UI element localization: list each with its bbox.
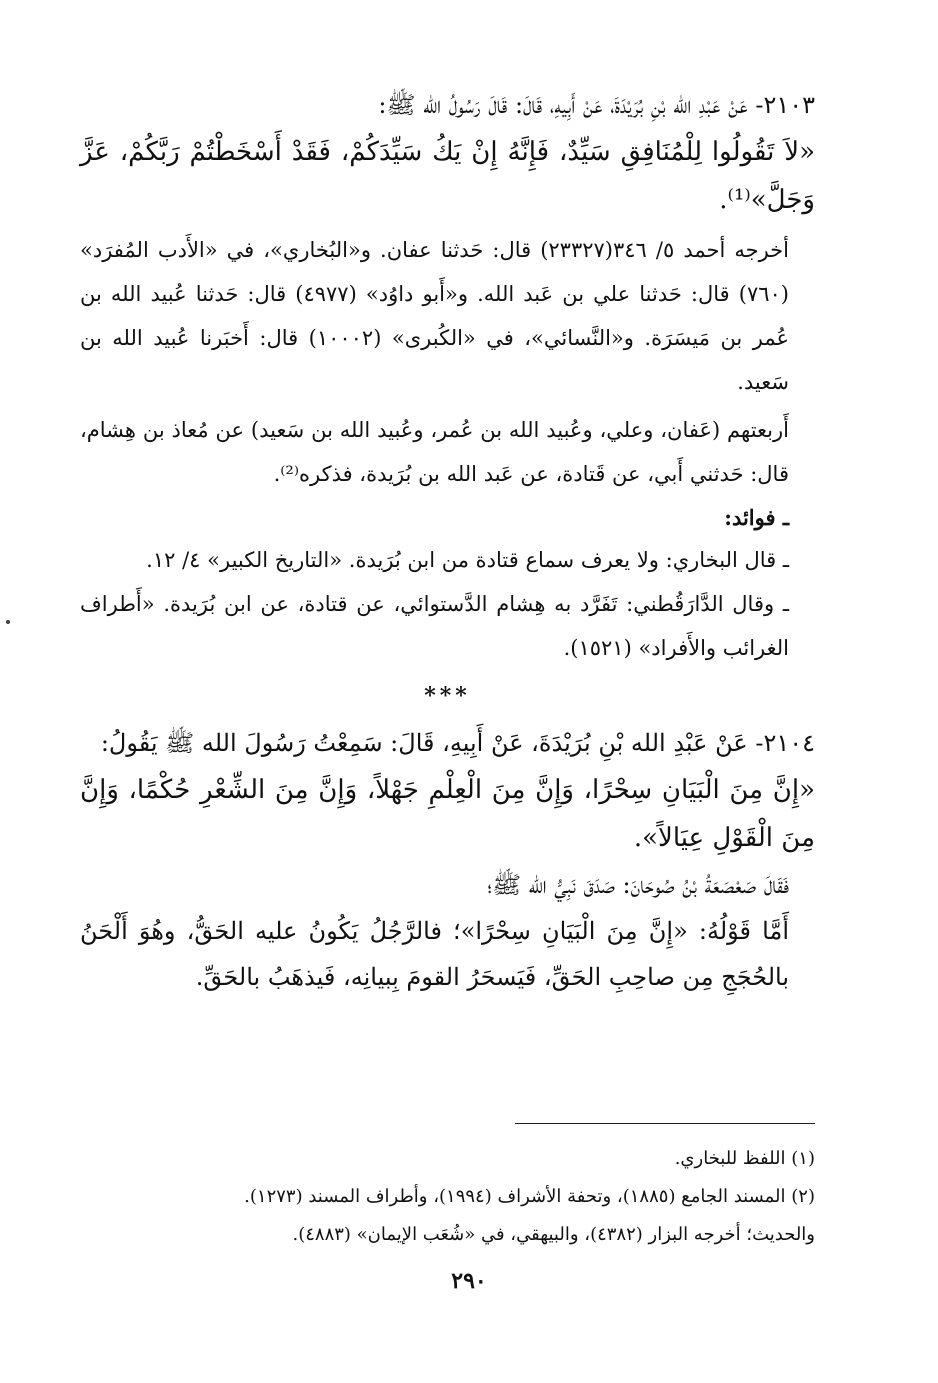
hadith-2103-takhrij-1: أخرجه أحمد ٥/ ٣٤٦(٢٣٣٢٧) قال: حَدثنا عفان. و«البُخاري»، في «الأَدب المُفرَد» (٧٦٠) قال: حَدثنا علي بن عَبد الله. و«أَبو داوُد» (٤٩٧٧) قال: حَدثنا عُبيد الله بن عُمر بن مَيسَرَة. و«النَّسائي»، في «الكُبرى» (١٠٠٠٢) قال: أَخبَرنا عُبيد الله بن سَعيد. (80, 238, 790, 394)
footnotes (80, 1140, 815, 1254)
fawaid-item-1: ـ قال البخاري: ولا يعرف سماع قتادة من ابن بُرَيدة. «التاريخ الكبير» ٤/ ١٢. (146, 548, 789, 572)
section-separator: *** (424, 683, 471, 709)
page-body (80, 82, 815, 1000)
footnote-2-continuation: والحديث؛ أخرجه البزار (٤٣٨٢)، والبيهقي، في «شُعَب الإيمان» (٤٨٨٣). (292, 1224, 815, 1245)
footnote-1: (١) اللفظ للبخاري. (674, 1148, 815, 1169)
page-number: ٢٩٠ (451, 1268, 487, 1294)
hadith-2103-heading: ٢١٠٣- عَنْ عَبْدِ الله بْنِ بُرَيْدَةَ، عَنْ أَبِيهِ، قَالَ: قَالَ رَسُولُ الله ﷺ: (378, 91, 815, 119)
hadith-2104-narration-2: أَمَّا قَوْلُهُ: «إِنَّ مِنَ الْبَيَانِ سِحْرًا»؛ فالرَّجُلُ يَكُونُ عليه الحَقُّ، وهُوَ أَلْحَنُ بالحُجَجِ مِن صاحِبِ الحَقِّ، فَيَسحَرُ القومَ بِبيانِه، فَيذهَبُ بالحَقِّ. (80, 917, 789, 991)
footnote-2: (٢) المسند الجامع (١٨٨٥)، وتحفة الأشراف (١٩٩٤)، وأطراف المسند (١٢٧٣). (244, 1186, 815, 1207)
scan-speck (6, 620, 10, 624)
hadith-2104-text: «إِنَّ مِنَ الْبَيَانِ سِحْرًا، وَإِنَّ مِنَ الْعِلْمِ جَهْلاً، وَإِنَّ مِنَ الشِّعْرِ حُكْمًا، وَإِنَّ مِنَ الْقَوْلِ عِيَالاً». (80, 775, 815, 853)
hadith-2103-takhrij-2: أَربعتهم (عَفان، وعلي، وعُبيد الله بن عُمر، وعُبيد الله بن سَعيد) عن مُعاذ بن هِشام، قال: حَدثني أَبي، عن قَتادة، عن عَبد الله بن بُرَيدة، فذكره⁽²⁾. (80, 418, 789, 486)
hadith-2104-heading: ٢١٠٤- عَنْ عَبْدِ الله بْنِ بُرَيْدَةَ، عَنْ أَبِيهِ، قَالَ: سَمِعْتُ رَسُولَ الله ﷺ يَقُولُ: (100, 729, 815, 757)
footnote-divider (515, 1123, 815, 1124)
hadith-2103-text: «لاَ تَقُولُوا لِلْمُنَافِقِ سَيِّدٌ، فَإِنَّهُ إِنْ يَكُ سَيِّدَكُمْ، فَقَدْ أَسْخَطْتُمْ رَبَّكُمْ، عَزَّ وَجَلَّ»⁽¹⁾. (80, 137, 815, 215)
hadith-2104-block (80, 720, 815, 1000)
hadith-2104-narration-1: فَقَالَ صَعْصَعَةُ بْنُ صُوحَانَ: صَدَقَ نَبِيُّ الله ﷺ؛ (487, 871, 789, 899)
fawaid-item-2: ـ وقال الدَّارَقُطني: تَفَرَّد به هِشام الدَّستوائي، عن قتادة، عن ابن بُرَيدة. «أَطراف الغرائب والأَفراد» (١٥٢١). (80, 592, 789, 660)
fawaid-title: ـ فوائد: (724, 505, 789, 530)
